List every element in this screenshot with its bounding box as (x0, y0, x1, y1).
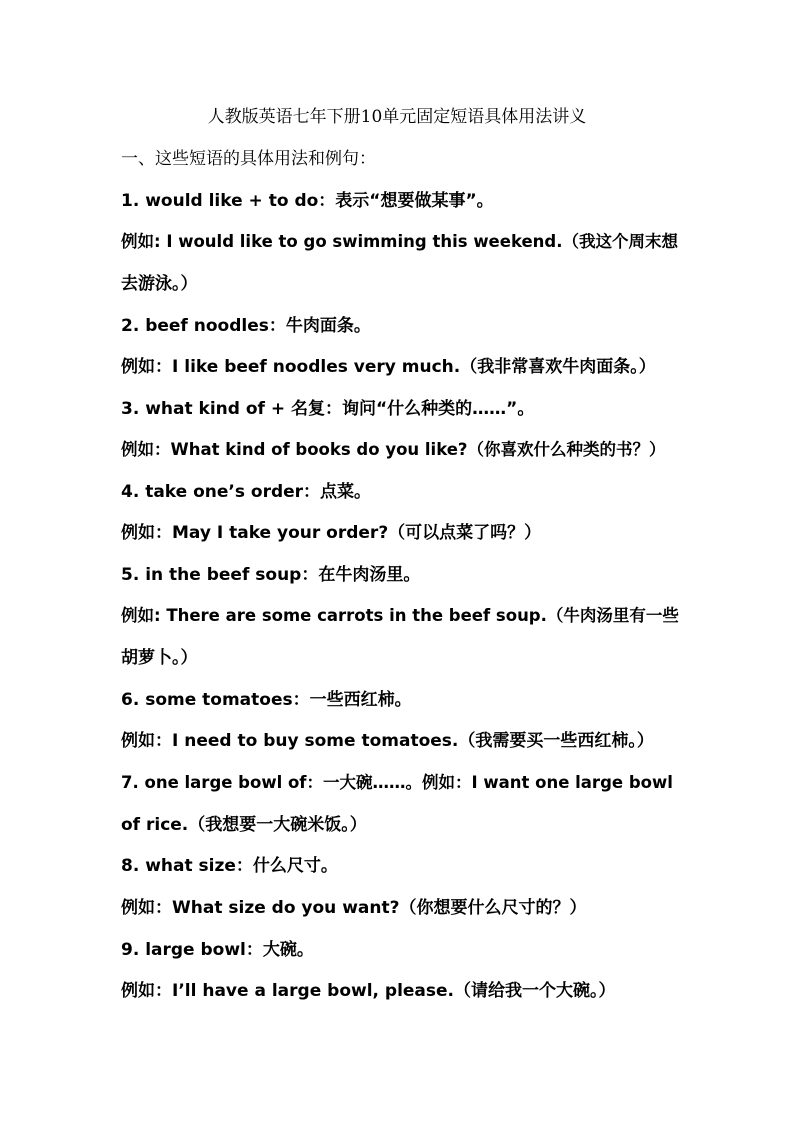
example-1: 例如: I would like to go swimming this weekend.（我这个周末想 (121, 232, 678, 251)
example-5-cont: 胡萝卜。） (121, 648, 198, 668)
example-8: 例如：What size do you want?（你想要什么尺寸的？） (121, 898, 587, 918)
section-heading: 一、这些短语的具体用法和例句： (121, 149, 376, 169)
example-5: 例如: There are some carrots in the beef soup.（牛肉汤里有一些 (121, 606, 679, 625)
example-4: 例如：May I take your order?（可以点菜了吗？） (121, 523, 542, 543)
document-title: 人教版英语七年下册10单元固定短语具体用法讲义 (207, 107, 587, 127)
phrase-5: 5. in the beef soup：在牛肉汤里。 (121, 565, 421, 585)
phrase-2: 2. beef noodles：牛肉面条。 (121, 316, 371, 336)
example-3: 例如：What kind of books do you like?（你喜欢什么种类的书？） (121, 440, 666, 459)
phrase-9: 9. large bowl：大碗。 (121, 940, 314, 960)
example-9: 例如：I’ll have a large bowl, please.（请给我一个大碗。） (121, 981, 616, 1001)
phrase-7: 7. one large bowl of：一大碗……。例如：I want one large bowl (121, 773, 673, 792)
phrase-3: 3. what kind of + 名复：询问“什么种类的……”。 (121, 399, 535, 419)
phrase-6: 6. some tomatoes：一些西红柿。 (121, 690, 412, 710)
phrase-1: 1. would like + to do：表示“想要做某事”。 (121, 191, 494, 211)
phrase-4: 4. take one’s order：点菜。 (121, 482, 372, 502)
example-6: 例如：I need to buy some tomatoes.（我需要买一些西红柿。） (121, 731, 654, 751)
example-2: 例如：I like beef noodles very much.（我非常喜欢牛肉面条。） (121, 357, 656, 377)
phrase-7-cont: of rice.（我想要一大碗米饭。） (121, 815, 367, 835)
example-1-cont: 去游泳。） (121, 274, 198, 294)
phrase-8: 8. what size：什么尺寸。 (121, 856, 338, 876)
